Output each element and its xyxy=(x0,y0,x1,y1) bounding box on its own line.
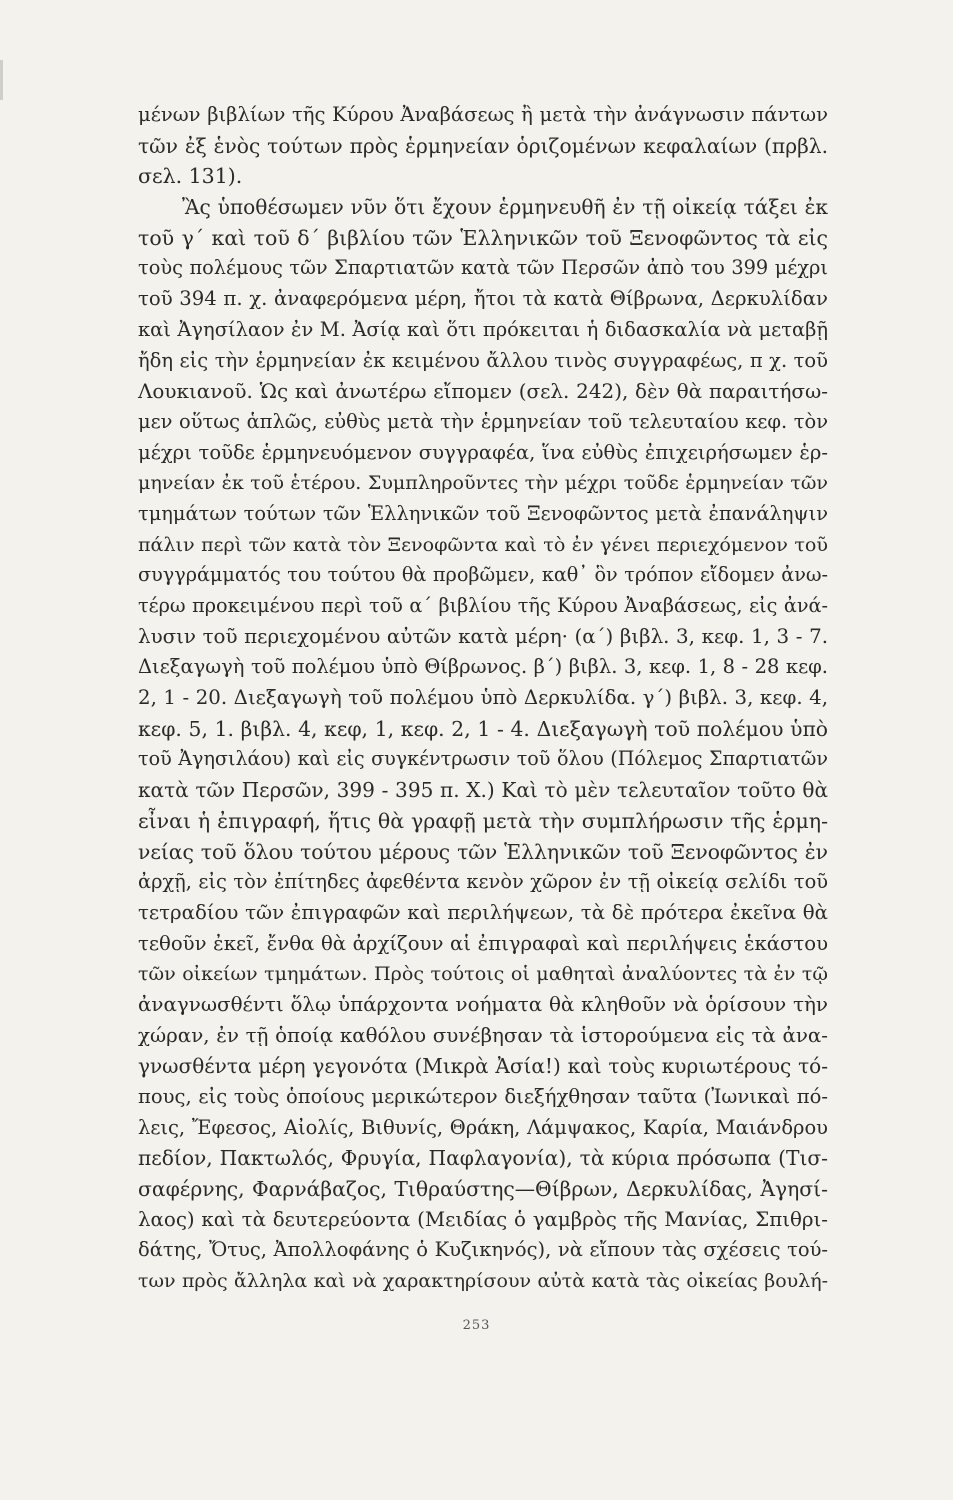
text-line: μεν οὕτως ἁπλῶς, εὐθὺς μετὰ τὴν ἑρμηνείαν τοῦ τελευταίου κεφ. τὸν xyxy=(138,409,828,433)
text-line: πεδίον, Πακτωλός, Φρυγία, Παφλαγονία), τὰ κύρια πρόσωπα (Τισ- xyxy=(138,1146,828,1171)
text-line: τοὺς πολέμους τῶν Σπαρτιατῶν κατὰ τῶν Περσῶν ἀπὸ του 399 μέχρι xyxy=(138,256,828,280)
text-line: λυσιν τοῦ περιεχομένου αὐτῶν κατὰ μέρη· (α΄) βιβλ. 3, κεφ. 1, 3 - 7. xyxy=(138,624,828,648)
text-line: λαος) καὶ τὰ δευτερεύοντα (Μειδίας ὁ γαμβρὸς τῆς Μανίας, Σπιθρι- xyxy=(138,1207,828,1231)
text-line: μένων βιβλίων τῆς Κύρου Ἀναβάσεως ἢ μετὰ τὴν ἀνάγνωσιν πάντων xyxy=(138,103,828,126)
text-line: τέρω προκειμένου περὶ τοῦ α΄ βιβλίου τῆς Κύρου Ἀναβάσεως, εἰς ἀνά- xyxy=(138,594,828,617)
text-line: ἤδη εἰς τὴν ἑρμηνείαν ἐκ κειμένου ἄλλου τινὸς συγγραφέως, π χ. τοῦ xyxy=(138,348,828,372)
text-line: χώραν, ἐν τῇ ὁποίᾳ καθόλου συνέβησαν τὰ ἱστορούμενα εἰς τὰ ἀνα- xyxy=(138,1023,828,1047)
text-line: πους, εἰς τοὺς ὁποίους μερικώτερον διεξήχθησαν ταῦτα (Ἰωνικαὶ πό- xyxy=(138,1085,828,1108)
text-line: των πρὸς ἄλληλα καὶ νὰ χαρακτηρίσουν αὐτὰ κατὰ τὰς οἰκείας βουλή- xyxy=(138,1270,828,1293)
text-line: τοῦ Ἀγησιλάου) καὶ εἰς συγκέντρωσιν τοῦ ὅλου (Πόλεμος Σπαρτιατῶν xyxy=(138,747,828,771)
text-line: Λουκιανοῦ. Ὡς καὶ ἀνωτέρω εἴπομεν (σελ. 242), δὲν θὰ παραιτήσω- xyxy=(138,379,828,404)
page-edge-mark xyxy=(0,60,3,100)
body-text xyxy=(138,100,828,1297)
text-line: Ἂς ὑποθέσωμεν νῦν ὅτι ἔχουν ἑρμηνευθῆ ἐν τῇ οἰκείᾳ τάξει ἐκ xyxy=(182,195,828,220)
text-line: ἀναγνωσθέντι ὅλῳ ὑπάρχοντα νοήματα θὰ κληθοῦν νὰ ὁρίσουν τὴν xyxy=(138,992,828,1016)
text-line: πάλιν περὶ τῶν κατὰ τὸν Ξενοφῶντα καὶ τὸ ἐν γένει περιεχόμενον τοῦ xyxy=(138,532,828,556)
text-line: μέχρι τοῦδε ἑρμηνευόμενον συγγραφέα, ἵνα εὐθὺς ἐπιχειρήσωμεν ἑρ- xyxy=(138,440,828,464)
text-line: νείας τοῦ ὅλου τούτου μέρους τῶν Ἑλληνικῶν τοῦ Ξενοφῶντος ἐν xyxy=(138,839,828,864)
text-line: κατὰ τῶν Περσῶν, 399 - 395 π. Χ.) Καὶ τὸ μὲν τελευταῖον τοῦτο θὰ xyxy=(138,778,828,803)
text-line: λεις, Ἔφεσος, Αἰολίς, Βιθυνίς, Θράκη, Λάμψακος, Καρία, Μαιάνδρου xyxy=(138,1115,828,1139)
text-line: συγγράμματός του τούτου θὰ προβῶμεν, καθ᾿ ὃν τρόπον εἴδομεν ἀνω- xyxy=(138,563,828,587)
text-line: 2, 1 - 20. Διεξαγωγὴ τοῦ πολέμου ὑπὸ Δερκυλίδα. γ΄) βιβλ. 3, κεφ. 4, xyxy=(138,686,828,710)
text-line: τετραδίου τῶν ἐπιγραφῶν καὶ περιλήψεων, τὰ δὲ πρότερα ἐκεῖνα θὰ xyxy=(138,900,828,924)
text-line: εἶναι ἡ ἐπιγραφή, ἥτις θὰ γραφῇ μετὰ τὴν συμπλήρωσιν τῆς ἑρμη- xyxy=(138,808,828,833)
text-line: τοῦ 394 π. χ. ἀναφερόμενα μέρη, ἤτοι τὰ κατὰ Θίβρωνα, Δερκυλίδαν xyxy=(138,287,828,311)
text-line: γνωσθέντα μέρη γεγονότα (Μικρὰ Ἀσία!) καὶ τοὺς κυριωτέρους τό- xyxy=(138,1054,828,1079)
text-line: καὶ Ἀγησίλαον ἐν Μ. Ἀσίᾳ καὶ ὅτι πρόκειται ἡ διδασκαλία νὰ μεταβῇ xyxy=(138,317,828,341)
text-line: Διεξαγωγὴ τοῦ πολέμου ὑπὸ Θίβρωνος. β΄) βιβλ. 3, κεφ. 1, 8 - 28 κεφ. xyxy=(138,655,828,679)
text-line: δάτης, Ὄτυς, Ἀπολλοφάνης ὁ Κυζικηνός), νὰ εἴπουν τὰς σχέσεις τού- xyxy=(138,1238,828,1262)
text-line: τῶν οἰκείων τμημάτων. Πρὸς τούτοις οἱ μαθηταὶ ἀναλύοντες τὰ ἐν τῷ xyxy=(138,962,828,986)
text-line: κεφ. 5, 1. βιβλ. 4, κεφ, 1, κεφ. 2, 1 - 4. Διεξαγωγὴ τοῦ πολέμου ὑπὸ xyxy=(138,716,828,741)
text-line: τῶν ἐξ ἑνὸς τούτων πρὸς ἑρμηνείαν ὁριζομένων κεφαλαίων (πρβλ. xyxy=(138,133,828,158)
text-line: τμημάτων τούτων τῶν Ἑλληνικῶν τοῦ Ξενοφῶντος μετὰ ἐπανάληψιν xyxy=(138,501,828,525)
text-line: σαφέρνης, Φαρνάβαζος, Τιθραύστης—Θίβρων, Δερκυλίδας, Ἀγησί- xyxy=(138,1177,828,1202)
text-line: τοῦ γ΄ καὶ τοῦ δ΄ βιβλίου τῶν Ἑλληνικῶν τοῦ Ξενοφῶντος τὰ εἰς xyxy=(138,225,828,250)
text-line: σελ. 131). xyxy=(138,164,243,189)
text-line: ἀρχῇ, εἰς τὸν ἐπίτηδες ἀφεθέντα κενὸν χῶρον ἐν τῇ οἰκείᾳ σελίδι τοῦ xyxy=(138,870,828,894)
page-number: 253 xyxy=(462,1318,491,1333)
text-line: τεθοῦν ἐκεῖ, ἔνθα θὰ ἀρχίζουν αἱ ἐπιγραφαὶ καὶ περιλήψεις ἑκάστου xyxy=(138,931,828,955)
text-line: μηνείαν ἐκ τοῦ ἑτέρου. Συμπληροῦντες τὴν μέχρι τοῦδε ἑρμηνείαν τῶν xyxy=(138,472,828,495)
